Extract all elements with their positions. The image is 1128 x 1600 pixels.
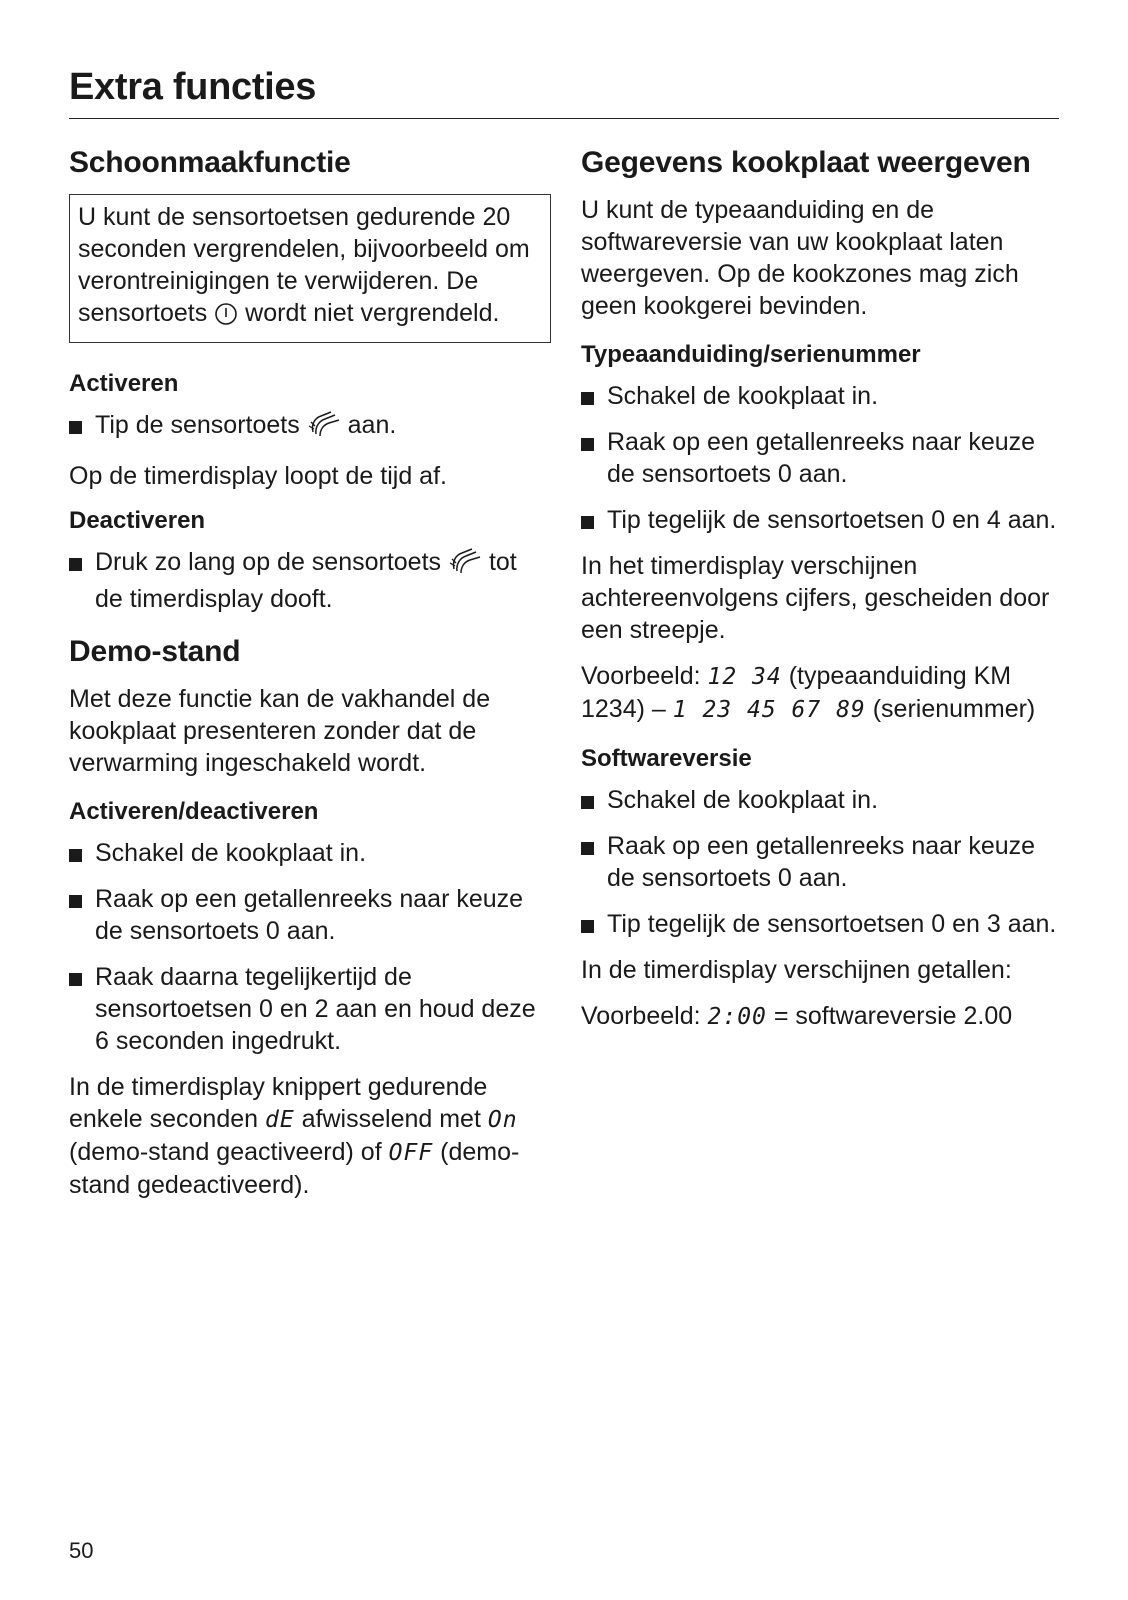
display-code: OFF	[388, 1140, 434, 1166]
list-item: Tip tegelijk de sensortoetsen 0 en 3 aan.	[581, 908, 1063, 940]
display-code: 2:00	[707, 1004, 767, 1030]
subheading-activate: Activeren	[69, 370, 179, 397]
software-example: Voorbeeld: 2:00 = softwareversie 2.00	[581, 1002, 1013, 1030]
activate-result: Op de timerdisplay loopt de tijd af.	[69, 462, 447, 490]
list-item: Druk zo lang op de sensortoets tot de timerdisplay dooft.	[69, 546, 551, 615]
list-item: Schakel de kookplaat in.	[581, 380, 1063, 412]
list-item: Raak op een getallenreeks naar keuze de sensortoets 0 aan.	[69, 883, 551, 947]
right-column	[581, 144, 1063, 1047]
display-code: On	[487, 1107, 518, 1133]
power-icon	[214, 302, 238, 334]
section-heading-cleaning: Schoonmaakfunctie	[69, 146, 351, 179]
wipe-protection-icon	[307, 410, 341, 446]
list-item: Schakel de kookplaat in.	[69, 837, 551, 869]
type-result: In het timerdisplay verschijnen achtereenvolgens cijfers, gescheiden door een streepje.	[581, 552, 1050, 644]
type-example: Voorbeeld: 12 34 (typeaanduiding KM 1234) – 1 23 45 67 89 (serienummer)	[581, 662, 1036, 723]
list-item: Raak daarna tegelijkertijd de sensortoetsen 0 en 2 aan en houd deze 6 seconden ingedrukt.	[69, 961, 551, 1057]
cleaning-info-text-part1: U kunt de sensortoetsen gedurende 20 seconden vergrendelen, bijvoorbeeld om verontreinigingen te verwijderen. De sensortoets	[78, 203, 530, 327]
subheading-type: Typeaanduiding/serienummer	[581, 341, 921, 368]
display-code: 12 34	[707, 664, 782, 690]
subheading-demo-toggle: Activeren/deactiveren	[69, 798, 319, 825]
list-item: Tip de sensortoets aan.	[69, 409, 551, 446]
list-item: Tip tegelijk de sensortoetsen 0 en 4 aan.	[581, 504, 1063, 536]
activate-steps	[69, 409, 551, 446]
demo-result: In de timerdisplay knippert gedurende enkele seconden dE afwisselend met On (demo-stand geactiveerd) of OFF (demo-stand gedeactiveerd).	[69, 1073, 520, 1199]
list-item: Raak op een getallenreeks naar keuze de sensortoets 0 aan.	[581, 830, 1063, 894]
wipe-protection-icon	[448, 547, 482, 583]
page-title: Extra functies	[69, 66, 317, 108]
demo-steps	[69, 837, 551, 1057]
demo-intro: Met deze functie kan de vakhandel de kookplaat presenteren zonder dat de verwarming ingeschakeld wordt.	[69, 685, 491, 777]
software-result: In de timerdisplay verschijnen getallen:	[581, 956, 1012, 984]
software-steps	[581, 784, 1063, 940]
cleaning-info-text-part2: wordt niet vergrendeld.	[245, 299, 500, 327]
cleaning-info-box	[69, 194, 551, 343]
cleaning-info-text	[78, 201, 542, 334]
section-heading-demo: Demo-stand	[69, 635, 241, 668]
display-code: dE	[265, 1107, 295, 1133]
section-heading-info: Gegevens kookplaat weergeven	[581, 146, 1031, 179]
display-code: 1 23 45 67 89	[672, 697, 866, 723]
list-item: Raak op een getallenreeks naar keuze de sensortoets 0 aan.	[581, 426, 1063, 490]
info-intro: U kunt de typeaanduiding en de softwareversie van uw kookplaat laten weergeven. Op de kookzones mag zich geen kookgerei bevinden.	[581, 196, 1019, 320]
type-steps	[581, 380, 1063, 536]
page-number: 50	[69, 1538, 94, 1563]
subheading-software: Softwareversie	[581, 745, 752, 772]
title-divider	[69, 118, 1059, 119]
deactivate-steps	[69, 546, 551, 615]
subheading-deactivate: Deactiveren	[69, 507, 206, 534]
list-item: Schakel de kookplaat in.	[581, 784, 1063, 816]
left-column	[69, 144, 551, 1215]
